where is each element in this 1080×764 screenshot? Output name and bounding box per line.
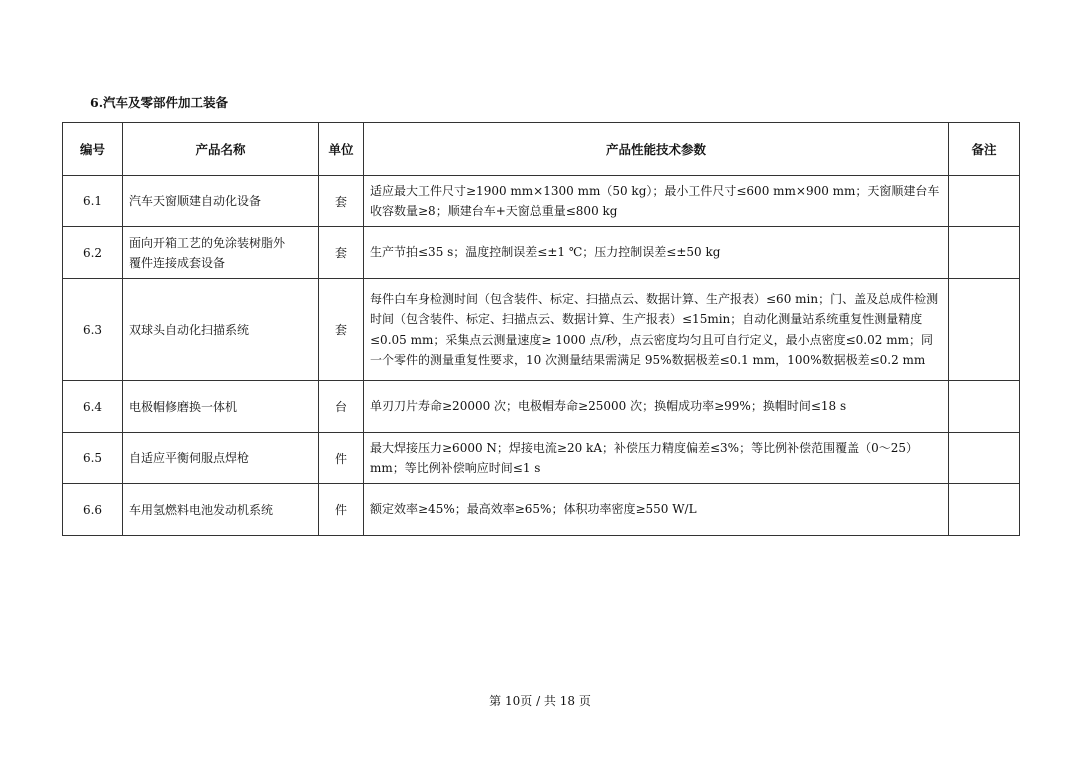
row-params: 单刃刀片寿命≥20000 次；电极帽寿命≥25000 次；换帽成功率≥99%；换帽时间≤18 s [364,381,949,433]
header-params: 产品性能技术参数 [364,123,949,176]
row-id: 6.6 [63,484,123,536]
row-params: 生产节拍≤35 s；温度控制误差≤±1 ℃；压力控制误差≤±50 kg [364,227,949,279]
row-id: 6.4 [63,381,123,433]
row-id: 6.2 [63,227,123,279]
table-row [63,484,1020,536]
row-name: 汽车天窗顺建自动化设备 [123,176,319,227]
table-row [63,433,1020,484]
header-note: 备注 [949,123,1020,176]
row-id: 6.5 [63,433,123,484]
header-id: 编号 [63,123,123,176]
product-spec-table [62,122,1020,536]
table-row [63,279,1020,381]
header-name: 产品名称 [123,123,319,176]
page-number-footer: 第 10页 / 共 18 页 [489,694,591,708]
row-unit: 套 [319,279,364,381]
row-unit: 台 [319,381,364,433]
row-unit: 套 [319,227,364,279]
row-note [949,381,1020,433]
header-unit: 单位 [319,123,364,176]
row-unit: 套 [319,176,364,227]
row-note [949,176,1020,227]
row-name: 自适应平衡伺服点焊枪 [123,433,319,484]
row-unit: 件 [319,433,364,484]
table-row [63,381,1020,433]
row-note [949,484,1020,536]
table-row [63,227,1020,279]
row-params: 适应最大工件尺寸≥1900 mm×1300 mm（50 kg）；最小工件尺寸≤600 mm×900 mm；天窗顺建台车收容数量≥8；顺建台车+天窗总重量≤800 kg [364,176,949,227]
row-name: 车用氢燃料电池发动机系统 [123,484,319,536]
row-note [949,227,1020,279]
row-name: 双球头自动化扫描系统 [123,279,319,381]
row-params: 最大焊接压力≥6000 N；焊接电流≥20 kA；补偿压力精度偏差≤3%；等比例补偿范围覆盖（0～25）mm；等比例补偿响应时间≤1 s [364,433,949,484]
table-row [63,176,1020,227]
row-id: 6.3 [63,279,123,381]
row-params: 每件白车身检测时间（包含装件、标定、扫描点云、数据计算、生产报表）≤60 min；门、盖及总成件检测时间（包含装件、标定、扫描点云、数据计算、生产报表）≤15min；自动化测量站系统重复性测量精度≤0.05 mm；采集点云测量速度≥ 1000 点/秒，点云密度均匀且可自行定义，最小点密度≤0.02 mm；同一个零件的测量重复性要求，10 次测量结果需满足 95%数据极差≤0.1 mm，100%数据极差≤0.2 mm [364,279,949,381]
row-note [949,433,1020,484]
table-header-row [63,123,1020,176]
row-id: 6.1 [63,176,123,227]
row-params: 额定效率≥45%；最高效率≥65%；体积功率密度≥550 W/L [364,484,949,536]
row-name: 电极帽修磨换一体机 [123,381,319,433]
row-unit: 件 [319,484,364,536]
row-name: 面向开箱工艺的免涂装树脂外覆件连接成套设备 [123,227,319,279]
row-note [949,279,1020,381]
section-title: 6.汽车及零部件加工装备 [90,95,229,110]
